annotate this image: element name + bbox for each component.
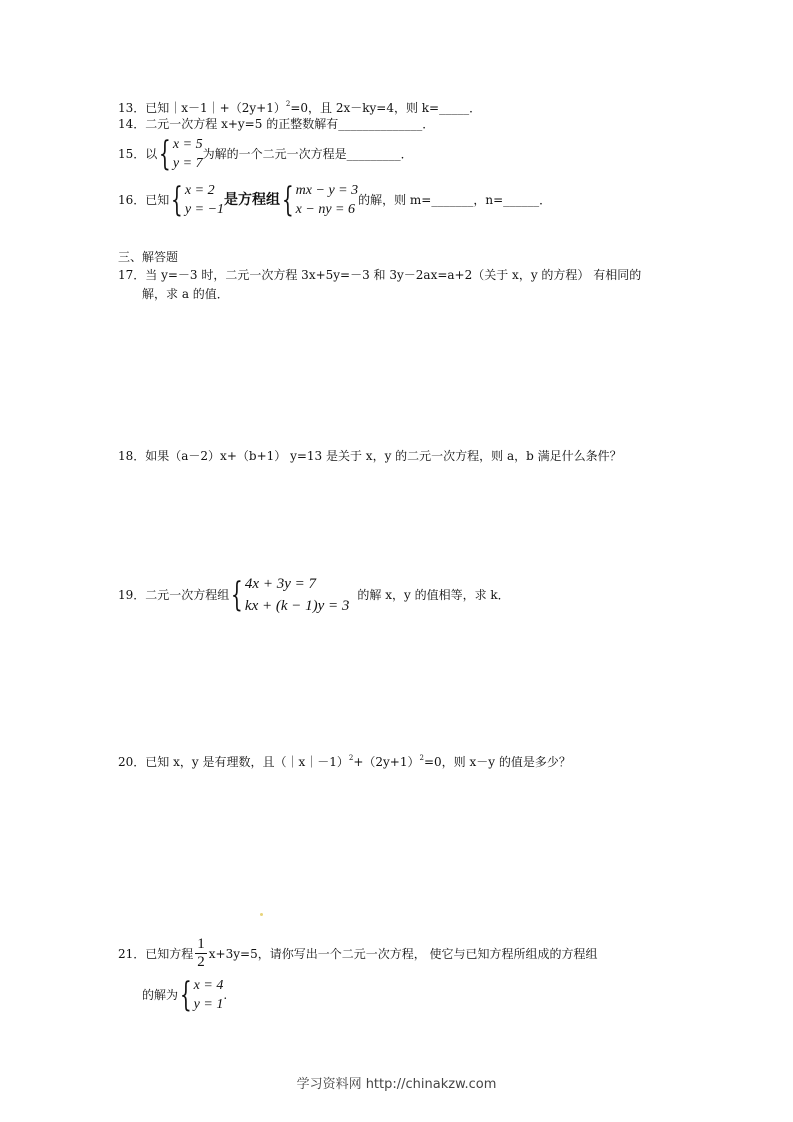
question-17-line2: 解，求 a 的值． xyxy=(142,287,229,301)
fraction-numerator: 1 xyxy=(197,936,205,952)
question-15-system xyxy=(173,135,203,173)
question-21-line1 xyxy=(118,936,598,971)
question-15-suffix: 为解的一个二元一次方程是_________． xyxy=(202,147,413,161)
question-16-eq1: x = 2 xyxy=(184,183,215,198)
question-20-part-c: =0，则 x－y 的值是多少？ xyxy=(423,755,571,769)
question-20-exponent-2: 2 xyxy=(419,754,424,762)
question-16-solution xyxy=(185,181,224,219)
question-16-system xyxy=(296,181,358,219)
question-21-line2 xyxy=(142,976,227,1014)
question-17-line1: 17．当 y=－3 时，二元一次方程 3x+5y=－3 和 3y－2ax=a+2（关于 x，y 的方程） 有相同的 xyxy=(118,268,642,282)
question-16-suffix: 的解，则 m=_______，n=______． xyxy=(358,193,552,207)
question-13 xyxy=(118,96,481,116)
question-16-middle: 是方程组 xyxy=(224,192,281,208)
question-19-eq2: kx + (k − 1)y = 3 xyxy=(244,598,350,614)
question-16-eq3: mx − y = 3 xyxy=(295,183,359,198)
one-half-fraction xyxy=(195,936,207,971)
question-21-line2-suffix: . xyxy=(223,988,228,1002)
question-20-part-a: 20．已知 x，y 是有理数，且（｜x｜－1） xyxy=(118,755,349,769)
question-16 xyxy=(118,181,551,219)
question-21-prefix: 21．已知方程 xyxy=(118,946,194,961)
left-brace-icon: { xyxy=(231,575,244,615)
question-15-prefix: 15．以 xyxy=(118,147,158,161)
question-18: 18．如果（a－2）x+（b+1） y=13 是关于 x，y 的二元一次方程，则 a，b 满足什么条件？ xyxy=(118,449,622,463)
question-16-eq2: y = −1 xyxy=(184,202,225,217)
question-19-suffix: 的解 x，y 的值相等，求 k． xyxy=(357,588,510,602)
question-21-suffix: x+3y=5，请你写出一个二元一次方程， 使它与已知方程所组成的方程组 xyxy=(208,946,598,961)
question-15-eq2: y = 7 xyxy=(172,156,203,171)
question-20-part-b: +（2y+1） xyxy=(353,755,420,769)
stray-mark xyxy=(260,913,263,916)
question-13-end: =0，且 2x－ky=4，则 k=_____． xyxy=(290,101,482,115)
section-heading: 三、解答题 xyxy=(118,250,179,264)
question-16-eq4: x − ny = 6 xyxy=(295,202,355,217)
question-15 xyxy=(118,135,413,173)
question-19-eq1: 4x + 3y = 7 xyxy=(244,576,316,592)
question-15-eq1: x = 5 xyxy=(172,137,203,152)
footer-watermark: 学习资料网 http://chinakzw.com xyxy=(296,1077,497,1092)
question-14: 14．二元一次方程 x+y=5 的正整数解有______________． xyxy=(118,117,435,131)
left-brace-icon: { xyxy=(159,134,172,174)
question-19-prefix: 19．二元一次方程组 xyxy=(118,588,230,602)
question-13-text: 13．已知｜x－1｜+（2y+1） xyxy=(118,101,286,115)
question-19 xyxy=(118,573,510,617)
question-20-exponent-1: 2 xyxy=(348,754,354,762)
question-21-eq2: y = 1 xyxy=(193,997,224,1012)
left-brace-icon: { xyxy=(171,180,184,220)
fraction-denominator: 2 xyxy=(197,954,205,970)
question-21-eq1: x = 4 xyxy=(193,978,224,993)
question-21-solution xyxy=(194,976,224,1014)
question-21-line2-prefix: 的解为 xyxy=(142,988,179,1002)
question-20 xyxy=(118,750,571,770)
left-brace-icon: { xyxy=(281,180,294,220)
question-13-exponent: 2 xyxy=(285,100,291,108)
question-16-prefix: 16．已知 xyxy=(118,193,170,207)
question-19-system xyxy=(245,573,350,617)
left-brace-icon: { xyxy=(179,975,192,1015)
